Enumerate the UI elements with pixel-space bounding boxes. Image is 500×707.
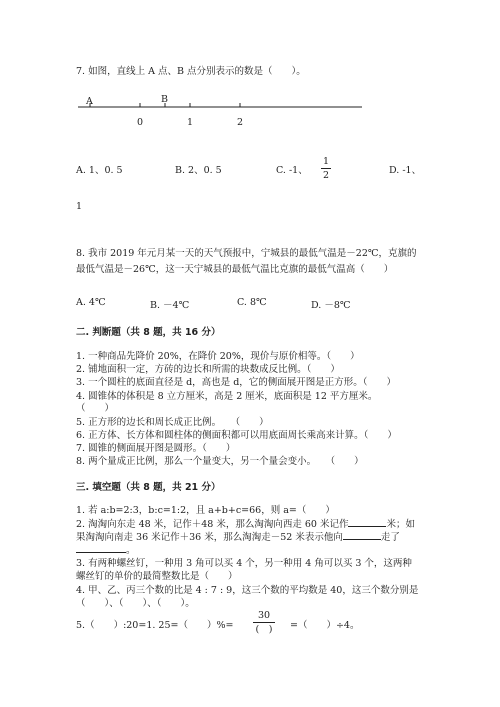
fill-q2-line-2	[76, 529, 400, 543]
q7-option-c-fraction	[321, 156, 331, 181]
fill-q2-text-e: 。	[126, 545, 136, 556]
fraction-bar	[321, 168, 331, 169]
q8-option-c[interactable]: C. 8℃	[237, 297, 267, 308]
judge-item-1: 1. 一种商品先降价 20%，在降价 20%，现价与原价相等。（ ）	[76, 351, 360, 362]
fraction-denominator: ( )	[255, 624, 273, 635]
q7-option-d-continued: 1	[76, 201, 83, 212]
fill-q5-fraction	[253, 610, 275, 635]
section-2-title: 二. 判断题（共 8 题，共 16 分）	[76, 327, 221, 338]
label-a: A	[86, 96, 93, 107]
q8-option-d[interactable]: D. －8℃	[311, 300, 351, 311]
fill-q5-text-a: 5.（ ）:20=1. 25=（ ）%=	[76, 620, 234, 631]
fill-q2-text-a: 2. 淘淘向东走 48 米，记作＋48 米，那么淘淘向西走 60 米记作	[76, 519, 349, 530]
fraction-numerator: 1	[322, 156, 330, 167]
fill-q2-blank-1[interactable]	[348, 518, 386, 527]
fraction-bar	[253, 622, 275, 623]
fill-q2-line-3	[76, 542, 136, 556]
judge-item-8: 8. 两个量成正比例，那么一个量变大，另一个量会变小。 （ ）	[76, 456, 364, 467]
fill-q2-text-d: 走了	[380, 532, 400, 543]
fill-q4-line-1: 4. 甲、乙、丙三个数的比是 4 : 7 : 9，这三个数的平均数是 40，这三个数分别是	[76, 585, 419, 596]
fill-q2-text-c: 果淘淘向南走 36 米记作＋36 米，那么淘淘走－52 米表示他向	[76, 532, 343, 543]
judge-item-3: 3. 一个圆柱的底面直径是 d，高也是 d，它的侧面展开图是正方形。（ ）	[76, 377, 397, 388]
q7-option-a[interactable]: A. 1、0. 5	[76, 165, 123, 176]
q7-option-c[interactable]: C. -1、	[276, 165, 308, 176]
fill-q2-blank-2[interactable]	[343, 531, 381, 540]
label-b: B	[161, 94, 168, 105]
judge-item-7: 7. 圆锥的侧面展开图是圆形。（ ）	[76, 443, 236, 454]
judge-item-2: 2. 铺地面积一定，方砖的边长和所需的块数成反比例。（ ）	[76, 364, 340, 375]
tick-label-1: 1	[187, 117, 194, 128]
judge-item-4: 4. 圆锥体的体积是 8 立方厘米，高是 2 厘米，底面积是 12 平方厘米。	[76, 391, 378, 402]
q8-option-a[interactable]: A. 4℃	[76, 297, 106, 308]
tick-label-2: 2	[237, 117, 244, 128]
fill-q2-text-b: 米；如	[386, 519, 415, 530]
fill-q2-line-1	[76, 516, 415, 530]
fill-q3-line-2: 螺丝钉的单价的最简整数比是（ ）	[76, 571, 238, 582]
fill-q5-text-b: =（ ）÷4。	[290, 620, 360, 631]
number-line	[76, 92, 366, 128]
fraction-denominator: 2	[322, 170, 330, 181]
judge-item-5: 5. 正方形的边长和周长成正比例。 （ ）	[76, 417, 269, 428]
q8-option-b[interactable]: B. －4℃	[150, 300, 190, 311]
q7-stem: 7. 如图，直线上 A 点、B 点分别表示的数是（ ）。	[76, 66, 306, 77]
q8-line-1: 8. 我市 2019 年元月某一天的天气预报中，宁城县的最低气温是－22℃，克旗的	[76, 248, 417, 259]
judge-item-6: 6. 正方体、长方体和圆柱体的侧面积都可以用底面周长乘高来计算。（ ）	[76, 430, 397, 441]
fill-q3-line-1: 3. 有两种螺丝钉，一种用 3 角可以买 4 个，另一种用 4 角可以买 3 个，这两种	[76, 558, 412, 569]
q7-option-b[interactable]: B. 2、0. 5	[175, 165, 222, 176]
tick-label-0: 0	[137, 117, 144, 128]
fraction-numerator: 30	[257, 610, 271, 621]
q8-line-2: 最低气温是－26℃，这一天宁城县的最低气温比克旗的最低气温高（ ）	[76, 264, 394, 275]
fill-q2-blank-3[interactable]	[76, 544, 126, 553]
fill-q4-line-2: （ ）、（ ）、（ ）。	[76, 598, 195, 609]
q7-option-d[interactable]: D. -1、	[389, 165, 422, 176]
section-3-title: 三. 填空题（共 8 题，共 21 分）	[76, 482, 221, 493]
judge-item-4-answer: （ ）	[76, 403, 115, 414]
fill-q1: 1. 若 a:b=2:3，b:c=1:2，且 a+b+c=66，则 a=（ ）	[76, 505, 335, 516]
